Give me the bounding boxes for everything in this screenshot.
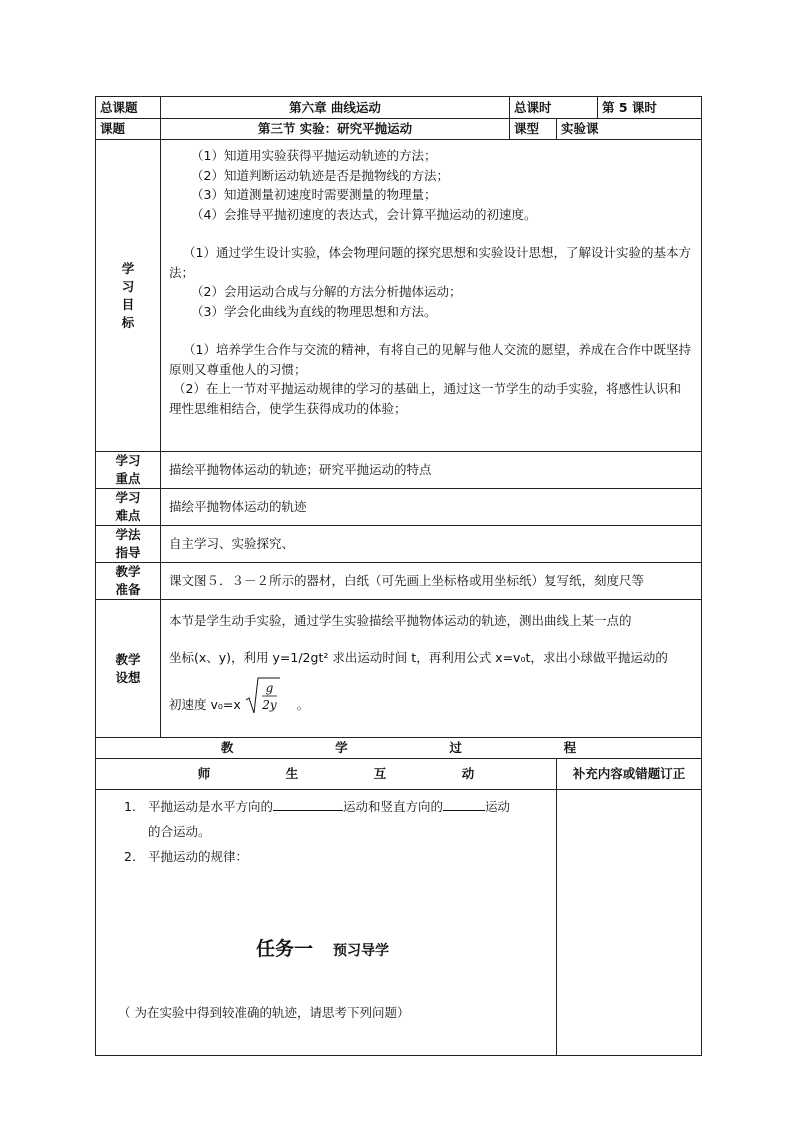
prep-label-line1: 教学 xyxy=(115,564,141,579)
design-line-3-prefix: 初速度 v₀=x xyxy=(169,697,241,712)
question-2-text: 平抛运动的规律： xyxy=(148,849,249,864)
goals-label-char-1: 学 xyxy=(121,260,135,276)
method-value: 自主学习、实验探究、 xyxy=(161,526,702,563)
design-line-1: 本节是学生动手实验，通过学生实验描绘平抛物体运动的轨迹，测出曲线上某一点的 xyxy=(169,613,632,628)
process-char-4: 程 xyxy=(563,740,577,755)
goal-knowledge-2: （2）知道判断运动轨迹是否是抛物线的方法； xyxy=(191,167,449,183)
question-1-blank-1[interactable] xyxy=(273,798,343,811)
design-label xyxy=(96,600,161,738)
key-points-label-line1: 学习 xyxy=(115,453,141,468)
goal-knowledge-4: （4）会推导平抛初速度的表达式，会计算平抛运动的初速度。 xyxy=(191,206,537,222)
lesson-plan-table xyxy=(95,96,702,1056)
interaction-content xyxy=(96,790,557,1056)
task-subtitle: 预习导学 xyxy=(333,943,389,959)
process-char-2: 学 xyxy=(335,740,348,755)
question-list xyxy=(96,794,550,869)
interaction-heading-row xyxy=(96,759,702,790)
goals-row xyxy=(96,140,702,452)
difficulties-label xyxy=(96,489,161,526)
question-1-part3: 运动 xyxy=(485,799,511,814)
question-1 xyxy=(96,794,550,844)
supplement-label: 补充内容或错题订正 xyxy=(557,759,702,790)
interaction-char-4: 动 xyxy=(461,766,475,781)
key-points-label-line2: 重点 xyxy=(115,471,141,486)
total-topic-row xyxy=(96,97,702,119)
goal-attitude-2: （2）在上一节对平抛运动规律的学习的基础上，通过这一节学生的动手实验，将感性认识和理性思维相结合，使学生获得成功的体验； xyxy=(169,381,681,416)
method-label-line2: 指导 xyxy=(115,545,141,560)
interaction-heading xyxy=(96,759,557,790)
process-heading-row xyxy=(96,738,702,759)
question-1-blank-2[interactable] xyxy=(443,798,485,811)
total-hours-label: 总课时 xyxy=(510,97,598,119)
topic-value: 第三节 实验：研究平抛运动 xyxy=(161,119,510,140)
design-line-2: 坐标(x、y)，利用 y=1/2gt² 求出运动时间 t，再利用公式 x=v₀t，求出小球做平抛运动的 xyxy=(169,650,668,665)
method-label-line1: 学法 xyxy=(115,527,141,542)
difficulties-value: 描绘平抛物体运动的轨迹 xyxy=(161,489,702,526)
goals-label-char-3: 目 xyxy=(121,296,135,312)
key-points-label xyxy=(96,452,161,489)
process-heading xyxy=(96,738,702,759)
design-label-line1: 教学 xyxy=(115,651,141,667)
question-2-number: 2. xyxy=(124,849,136,864)
process-char-3: 过 xyxy=(449,740,462,755)
total-hours-value: 第 5 课时 xyxy=(598,97,702,119)
process-heading-chars xyxy=(100,739,697,757)
key-points-row xyxy=(96,452,702,489)
design-row xyxy=(96,600,702,738)
design-line-3 xyxy=(169,676,695,735)
goal-knowledge-1: （1）知道用实验获得平抛运动轨迹的方法； xyxy=(191,148,437,163)
question-1-continuation: 的合运动。 xyxy=(148,824,211,839)
design-content xyxy=(161,600,702,738)
task-title: 任务一 xyxy=(256,938,314,960)
interaction-char-1: 师 xyxy=(197,766,211,781)
design-label-line2: 设想 xyxy=(115,669,141,685)
sqrt-sign-icon xyxy=(245,676,281,716)
method-row xyxy=(96,526,702,563)
question-1-part2: 运动和竖直方向的 xyxy=(343,799,444,814)
topic-label: 课题 xyxy=(96,119,161,140)
task-heading xyxy=(256,940,389,960)
design-line-3-suffix: 。 xyxy=(296,697,310,712)
difficulties-row xyxy=(96,489,702,526)
type-value: 实验课 xyxy=(557,119,702,140)
supplement-area[interactable] xyxy=(557,790,702,1056)
task-note: （ 为在实验中得到较准确的轨迹，请思考下列问题） xyxy=(118,1005,410,1020)
prep-value: 课文图５．３－２所示的器材，白纸（可先画上坐标格或用坐标纸）复写纸，刻度尺等 xyxy=(161,563,702,600)
prep-row xyxy=(96,563,702,600)
goal-process-2: （2）会用运动合成与分解的方法分析抛体运动； xyxy=(191,284,462,299)
total-topic-label: 总课题 xyxy=(96,97,161,119)
sqrt-formula xyxy=(245,676,281,735)
goal-attitude-1: （1）培养学生合作与交流的精神，有将自己的见解与他人交流的愿望，养成在合作中既坚持原则又尊重他人的习惯； xyxy=(169,342,691,377)
topic-row xyxy=(96,119,702,140)
process-char-1: 教 xyxy=(220,740,234,755)
prep-label xyxy=(96,563,161,600)
type-label: 课型 xyxy=(510,119,557,140)
interaction-heading-chars xyxy=(100,765,552,783)
goal-process-1: （1）通过学生设计实验，体会物理问题的探究思想和实验设计思想，了解设计实验的基本方法； xyxy=(169,245,691,280)
interaction-body-row xyxy=(96,790,702,1056)
interaction-char-2: 生 xyxy=(285,766,299,781)
question-1-number: 1. xyxy=(124,799,136,814)
formula-denominator: 2y xyxy=(262,698,277,712)
goals-content xyxy=(161,140,702,452)
goal-process-3: （3）学会化曲线为直线的物理思想和方法。 xyxy=(191,303,437,319)
goals-label xyxy=(96,140,161,452)
goals-label-char-4: 标 xyxy=(121,314,135,330)
difficulties-label-line1: 学习 xyxy=(115,490,141,505)
prep-label-line2: 准备 xyxy=(115,582,141,597)
formula-numerator: g xyxy=(265,681,274,695)
question-1-part1: 平抛运动是水平方向的 xyxy=(148,799,274,814)
key-points-value: 描绘平抛物体运动的轨迹；研究平抛运动的特点 xyxy=(161,452,702,489)
difficulties-label-line2: 难点 xyxy=(115,508,141,523)
method-label xyxy=(96,526,161,563)
question-2 xyxy=(96,844,550,869)
goals-label-char-2: 习 xyxy=(121,278,135,294)
interaction-char-3: 互 xyxy=(373,766,387,781)
total-topic-value: 第六章 曲线运动 xyxy=(161,97,510,119)
goal-knowledge-3: （3）知道测量初速度时需要测量的物理量； xyxy=(191,187,437,202)
